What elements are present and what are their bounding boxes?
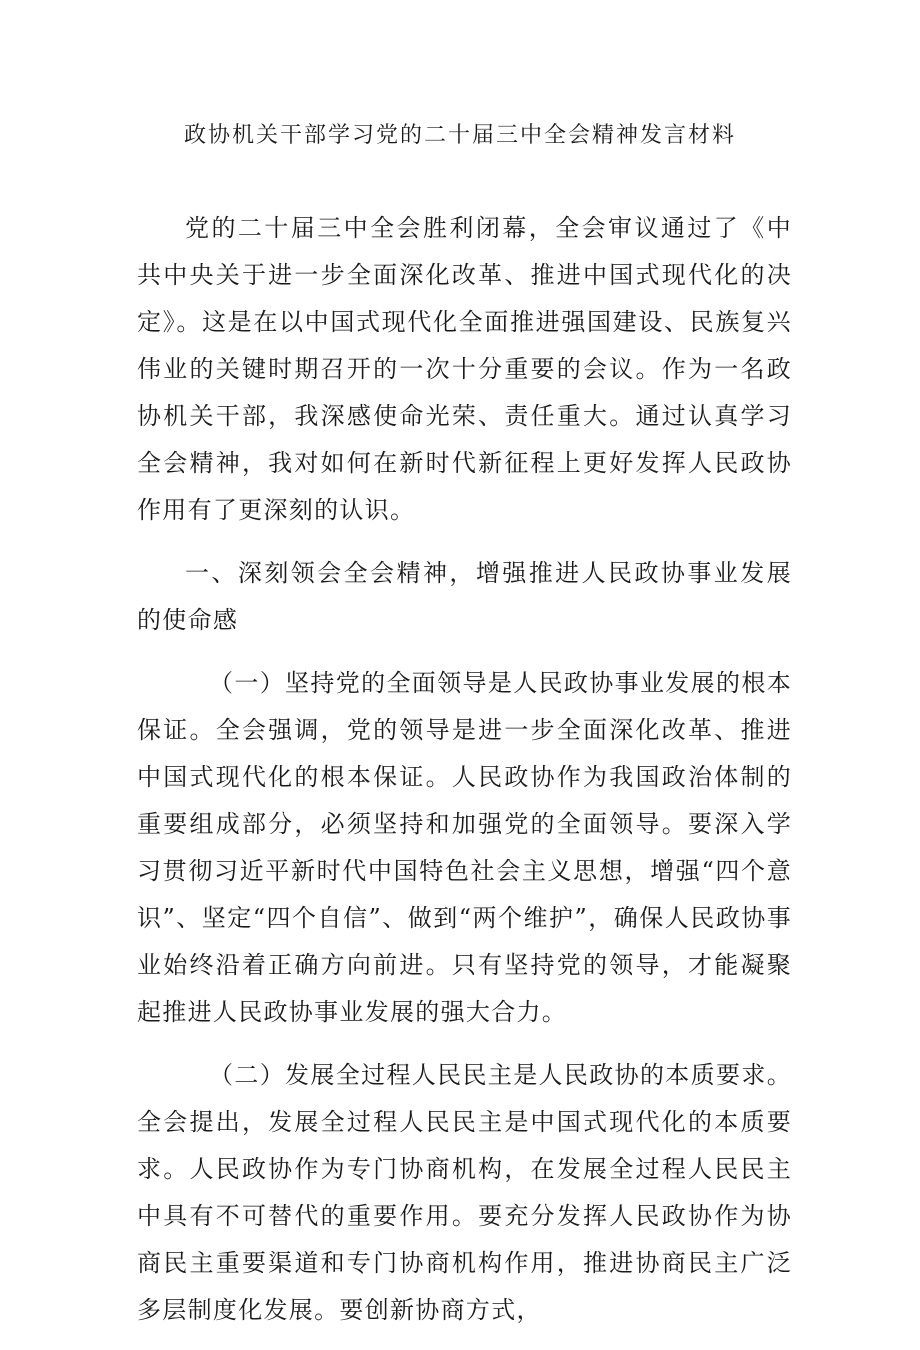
section-heading-1: 一、深刻领会全会精神，增强推进人民政协事业发展的使命感: [137, 559, 792, 634]
document-title: 政协机关干部学习党的二十届三中全会精神发言材料: [183, 123, 736, 148]
intro-paragraph: 党的二十届三中全会胜利闭幕，全会审议通过了《中共中央关于进一步全面深化改革、推进中国式现代化的决定》。这是在以中国式现代化全面推进强国建设、民族复兴伟业的关键时期召开的一次十分重要的会议。作为一名政协机关干部，我深感使命光荣、责任重大。通过认真学习全会精神，我对如何在新时代新征程上更好发挥人民政协作用有了更深刻的认识。: [137, 214, 792, 524]
subsection-paragraph-2: （二）发展全过程人民民主是人民政协的本质要求。全会提出，发展全过程人民民主是中国式现代化的本质要求。人民政协作为专门协商机构，在发展全过程人民民主中具有不可替代的重要作用。要充分发挥人民政协作为协商民主重要渠道和专门协商机构作用，推进协商民主广泛多层制度化发展。要创新协商方式，: [137, 1061, 792, 1324]
document-body: [137, 205, 792, 1350]
subsection-paragraph-1: （一）坚持党的全面领导是人民政协事业发展的根本保证。全会强调，党的领导是进一步全面深化改革、推进中国式现代化的根本保证。人民政协作为我国政治体制的重要组成部分，必须坚持和加强党的全面领导。要深入学习贯彻习近平新时代中国特色社会主义思想，增强“四个意识”、坚定“四个自信”、做到“两个维护”，确保人民政协事业始终沿着正确方向前进。只有坚持党的领导，才能凝聚起推进人民政协事业发展的强大合力。: [137, 669, 792, 1026]
